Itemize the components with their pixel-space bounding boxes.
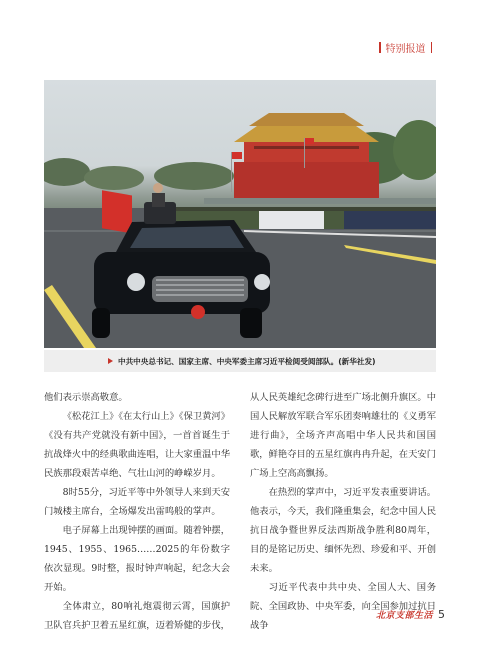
section-title: 特别报道: [385, 44, 426, 55]
article-column-left: [44, 388, 230, 635]
article-column-right: [250, 388, 436, 635]
paragraph: 习近平代表中共中央、全国人大、国务院、全国政协、中央军委，向全国参加过抗日战争: [250, 582, 436, 631]
page-footer: [376, 608, 445, 621]
section-header: [379, 40, 432, 55]
divider: [431, 42, 433, 53]
paragraph: 全体肃立，80响礼炮震彻云霄，国旗护卫队官兵护卫着五星红旗，迈着矫健的步伐，: [44, 601, 230, 631]
caption-text: 中共中央总书记、国家主席、中央军委主席习近平检阅受阅部队。(新华社发): [118, 356, 376, 366]
photo-caption: [44, 350, 436, 372]
paragraph: 电子屏幕上出现钟摆的画面。随着钟摆，1945、1955、1965……2025的年份数字依次显现。9时整，报时钟声响起，纪念大会开始。: [44, 525, 230, 593]
caption-marker-icon: [108, 358, 113, 364]
paragraph: 在热烈的掌声中，习近平发表重要讲话。他表示，今天，我们隆重集会，纪念中国人民抗日战争暨世界反法西斯战争胜利80周年，目的是铭记历史、缅怀先烈、珍爱和平、开创未来。: [250, 487, 436, 574]
publication-logo: 北京支部生活: [376, 611, 434, 621]
divider: [379, 42, 381, 53]
paragraph: 从人民英雄纪念碑行进至广场北侧升旗区。中国人民解放军联合军乐团奏响雄壮的《义勇军进行曲》，全场齐声高唱中华人民共和国国歌，鲜艳夺目的五星红旗冉冉升起，在天安门广场上空高高飘扬。: [250, 392, 436, 479]
parade-photo: [44, 80, 436, 348]
paragraph: 《松花江上》《在太行山上》《保卫黄河》《没有共产党就没有新中国》，一首首诞生于抗战烽火中的经典歌曲连唱，让大家重温中华民族那段艰苦卓绝、气壮山河的峥嵘岁月。: [44, 411, 230, 479]
paragraph: 8时55分，习近平等中外领导人来到天安门城楼主席台，全场爆发出雷鸣般的掌声。: [44, 487, 230, 517]
paragraph: 他们表示崇高敬意。: [44, 392, 128, 403]
page-number: 5: [438, 608, 446, 621]
